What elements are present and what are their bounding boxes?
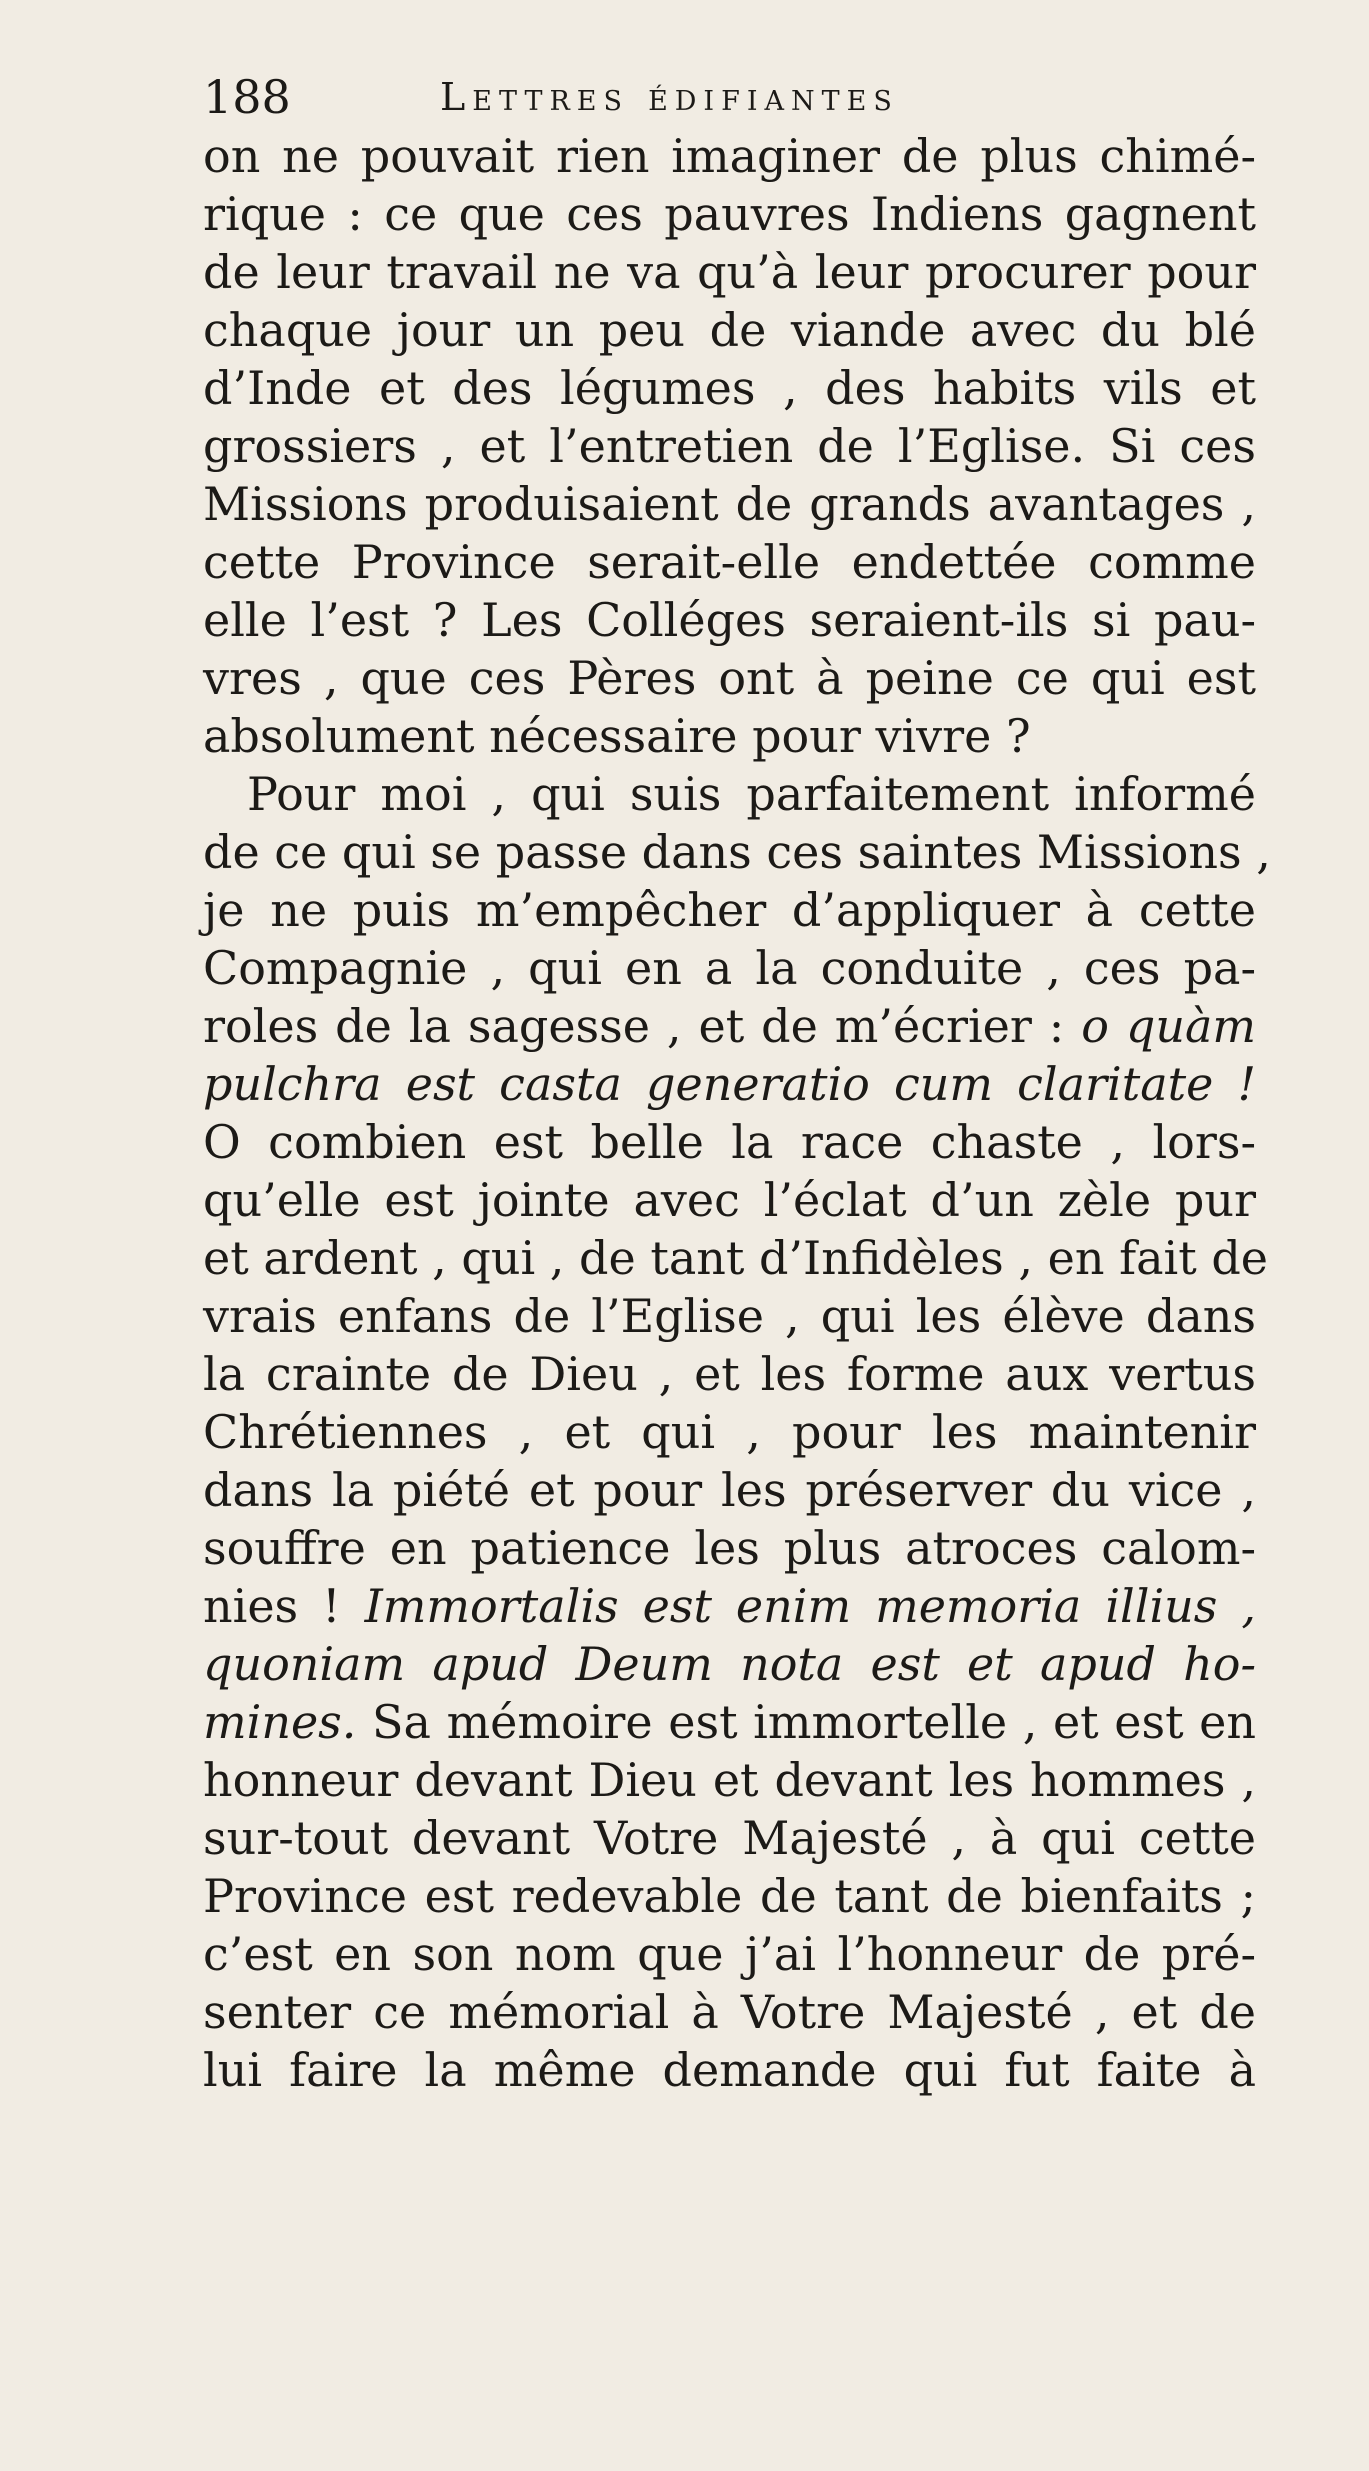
- text-line: [203, 1693, 1256, 1751]
- latin-quote-line: quoniam apud Deum nota est et apud ho-: [203, 1637, 1256, 1691]
- text-segment: nies !: [203, 1579, 341, 1633]
- text-line: chaque jour un peu de viande avec du blé: [203, 303, 1256, 357]
- text-line: Chrétiennes , et qui , pour les maintenir: [203, 1405, 1256, 1459]
- page-header: [203, 62, 1263, 132]
- latin-quote: o quàm: [1081, 999, 1257, 1053]
- latin-quote: mines.: [203, 1695, 357, 1749]
- text-line: [203, 1577, 1256, 1635]
- text-line: rique : ce que ces pauvres Indiens gagnent: [203, 187, 1256, 241]
- text-line: senter ce mémorial à Votre Majesté , et de: [203, 1985, 1256, 2039]
- text-line: Province est redevable de tant de bienfaits ;: [203, 1869, 1256, 1923]
- text-line: d’Inde et des légumes , des habits vils et: [203, 361, 1256, 415]
- latin-quote-line: pulchra est casta generatio cum claritate !: [203, 1057, 1256, 1111]
- running-title: Lettres édifiantes: [440, 75, 899, 119]
- text-line: de ce qui se passe dans ces saintes Missions ,: [203, 825, 1271, 879]
- text-line: et ardent , qui , de tant d’Infidèles , en fait de: [203, 1231, 1269, 1285]
- text-line: vrais enfans de l’Eglise , qui les élève dans: [203, 1289, 1256, 1343]
- text-line: Compagnie , qui en a la conduite , ces pa-: [203, 941, 1256, 995]
- text-line: la crainte de Dieu , et les forme aux vertus: [203, 1347, 1256, 1401]
- text-line: c’est en son nom que j’ai l’honneur de pré-: [203, 1927, 1256, 1981]
- text-line: vres , que ces Pères ont à peine ce qui est: [203, 651, 1256, 705]
- text-line: cette Province serait-elle endettée comme: [203, 535, 1256, 589]
- text-segment: Sa mémoire est immortelle , et est en: [372, 1695, 1257, 1749]
- text-line: grossiers , et l’entretien de l’Eglise. Si ces: [203, 419, 1256, 473]
- text-line: Missions produisaient de grands avantages ,: [203, 477, 1256, 531]
- text-line: souffre en patience les plus atroces calom-: [203, 1521, 1256, 1575]
- text-line: on ne pouvait rien imaginer de plus chimé-: [203, 129, 1256, 183]
- text-line: sur-tout devant Votre Majesté , à qui cette: [203, 1811, 1256, 1865]
- page-number: 188: [203, 70, 291, 124]
- paragraph-start-line: Pour moi , qui suis parfaitement informé: [247, 767, 1256, 821]
- text-line: je ne puis m’empêcher d’appliquer à cette: [203, 883, 1256, 937]
- text-line: de leur travail ne va qu’à leur procurer pour: [203, 245, 1256, 299]
- text-line: qu’elle est jointe avec l’éclat d’un zèle pur: [203, 1173, 1256, 1227]
- text-line: honneur devant Dieu et devant les hommes ,: [203, 1753, 1256, 1807]
- text-line: elle l’est ? Les Colléges seraient-ils si pau-: [203, 593, 1256, 647]
- text-line: dans la piété et pour les préserver du vice ,: [203, 1463, 1256, 1517]
- text-line: O combien est belle la race chaste , lors-: [203, 1115, 1256, 1169]
- paragraph-end-line: absolument nécessaire pour vivre ?: [203, 709, 1031, 763]
- text-line: lui faire la même demande qui fut faite à: [203, 2043, 1256, 2097]
- latin-quote: Immortalis est enim memoria illius ,: [364, 1579, 1257, 1633]
- body-text: [203, 127, 1271, 2099]
- text-segment: roles de la sagesse , et de m’écrier :: [203, 999, 1065, 1053]
- text-line: [203, 997, 1256, 1055]
